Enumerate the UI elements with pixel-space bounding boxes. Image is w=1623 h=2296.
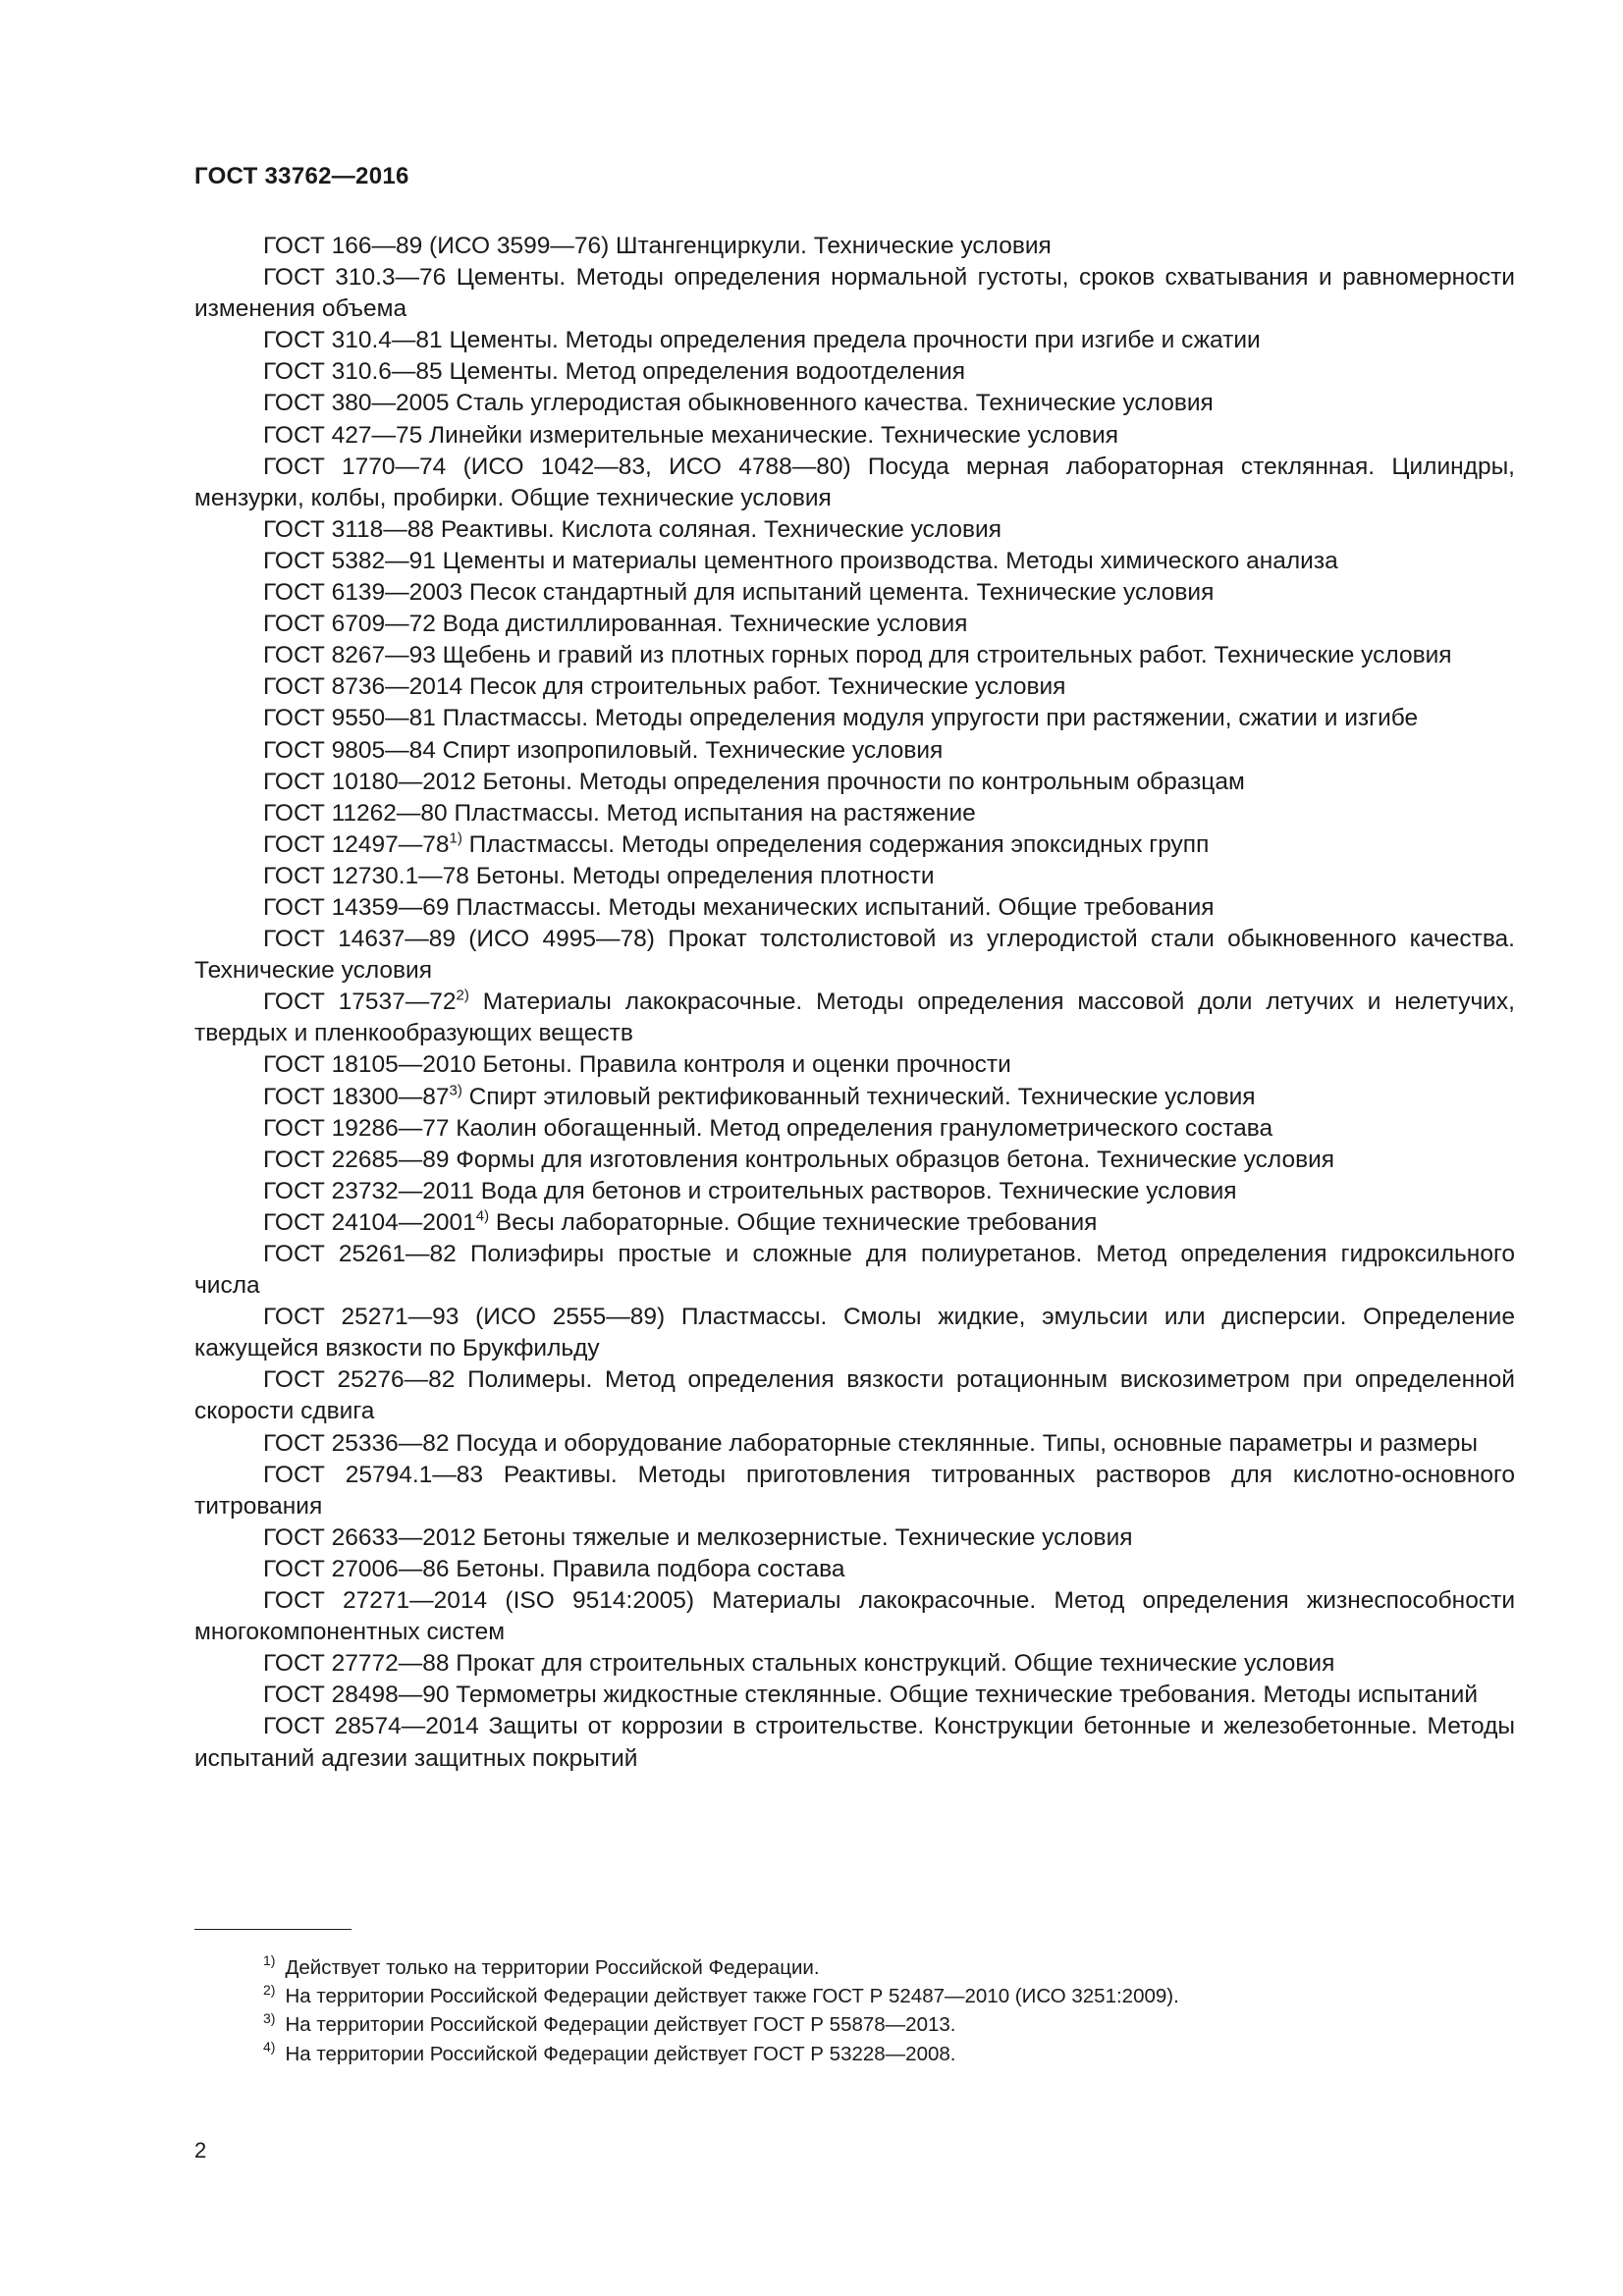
- reference-code: ГОСТ 12497—78: [263, 830, 450, 858]
- reference-item: ГОСТ 14359—69 Пластмассы. Методы механических испытаний. Общие требования: [263, 893, 1215, 921]
- reference-item: ГОСТ 310.6—85 Цементы. Метод определения водоотделения: [263, 358, 965, 386]
- footnote-marker: 4): [263, 2038, 276, 2055]
- reference-item: ГОСТ 25336—82 Посуда и оборудование лабораторные стеклянные. Типы, основные параметры и размеры: [263, 1429, 1478, 1457]
- reference-item: ГОСТ 27772—88 Прокат для строительных стальных конструкций. Общие технические условия: [263, 1650, 1335, 1678]
- footnote-marker: 1): [263, 1952, 276, 1969]
- footnote-text: На территории Российской Федерации действует ГОСТ Р 55878—2013.: [285, 2013, 956, 2037]
- reference-item: [194, 987, 1515, 1049]
- footnote-text: Действует только на территории Российской Федерации.: [285, 1956, 820, 1979]
- reference-item: [194, 1082, 1515, 1113]
- document-header-title: ГОСТ 33762—2016: [194, 163, 409, 189]
- reference-item: ГОСТ 25276—82 Полимеры. Метод определения вязкости ротационным вискозиметром при определенной скорости сдвига: [194, 1366, 1515, 1425]
- footnote-item: [194, 1953, 1515, 1982]
- reference-item: ГОСТ 8736—2014 Песок для строительных работ. Технические условия: [263, 673, 1066, 701]
- reference-item: ГОСТ 28574—2014 Защиты от коррозии в строительстве. Конструкции бетонные и железобетонные. Методы испытаний адгезии защитных покрытий: [194, 1713, 1515, 1772]
- footnotes-list: [194, 1953, 1515, 2068]
- reference-item: ГОСТ 14637—89 (ИСО 4995—78) Прокат толстолистовой из углеродистой стали обыкновенного качества. Технические условия: [194, 926, 1515, 985]
- reference-code: ГОСТ 18300—87: [263, 1083, 450, 1110]
- reference-title: Спирт этиловый ректификованный технический. Технические условия: [461, 1083, 1256, 1110]
- reference-code: ГОСТ 17537—72: [263, 988, 457, 1016]
- footnote-marker: 1): [449, 829, 462, 847]
- reference-item: ГОСТ 5382—91 Цементы и материалы цементного производства. Методы химического анализа: [263, 547, 1338, 574]
- footnote-item: [194, 2010, 1515, 2039]
- reference-code: ГОСТ 24104—2001: [263, 1208, 476, 1236]
- reference-item: ГОСТ 25271—93 (ИСО 2555—89) Пластмассы. Смолы жидкие, эмульсии или дисперсии. Определение кажущейся вязкости по Брукфильду: [194, 1304, 1515, 1362]
- reference-title: Весы лабораторные. Общие технические требования: [489, 1208, 1098, 1236]
- reference-item: ГОСТ 310.4—81 Цементы. Методы определения предела прочности при изгибе и сжатии: [263, 327, 1261, 354]
- reference-item: ГОСТ 9805—84 Спирт изопропиловый. Технические условия: [263, 736, 944, 764]
- footnote-marker: 3): [263, 2009, 276, 2026]
- reference-item: ГОСТ 27271—2014 (ISO 9514:2005) Материалы лакокрасочные. Метод определения жизнеспособности многокомпонентных систем: [194, 1587, 1515, 1646]
- reference-item: ГОСТ 18105—2010 Бетоны. Правила контроля и оценки прочности: [263, 1051, 1011, 1079]
- reference-item: ГОСТ 3118—88 Реактивы. Кислота соляная. Технические условия: [263, 515, 1001, 543]
- reference-item: ГОСТ 427—75 Линейки измерительные механические. Технические условия: [263, 421, 1118, 449]
- reference-item: ГОСТ 380—2005 Сталь углеродистая обыкновенного качества. Технические условия: [263, 390, 1214, 417]
- reference-title: Пластмассы. Методы определения содержания эпоксидных групп: [461, 830, 1210, 858]
- footnote-text: На территории Российской Федерации действует ГОСТ Р 53228—2008.: [285, 2042, 956, 2065]
- footnote-item: [194, 2040, 1515, 2068]
- reference-item: ГОСТ 166—89 (ИСО 3599—76) Штангенциркули. Технические условия: [263, 233, 1052, 259]
- reference-item: ГОСТ 6709—72 Вода дистиллированная. Технические условия: [263, 611, 968, 638]
- reference-item: ГОСТ 310.3—76 Цементы. Методы определения нормальной густоты, сроков схватывания и равномерности изменения объема: [194, 264, 1515, 323]
- reference-item: ГОСТ 27006—86 Бетоны. Правила подбора состава: [263, 1555, 845, 1582]
- page-number: 2: [194, 2138, 207, 2163]
- reference-item: [194, 829, 1515, 861]
- reference-item: ГОСТ 28498—90 Термометры жидкостные стеклянные. Общие технические требования. Методы испытаний: [263, 1682, 1479, 1709]
- reference-item: ГОСТ 9550—81 Пластмассы. Методы определения модуля упругости при растяжении, сжатии и изгибе: [263, 705, 1419, 732]
- footnote-separator: [194, 1929, 352, 1930]
- footnote-marker: 3): [449, 1082, 462, 1099]
- reference-item: ГОСТ 6139—2003 Песок стандартный для испытаний цемента. Технические условия: [263, 579, 1215, 607]
- reference-item: ГОСТ 11262—80 Пластмассы. Метод испытания на растяжение: [263, 799, 976, 827]
- reference-item: ГОСТ 25261—82 Полиэфиры простые и сложные для полиуретанов. Метод определения гидроксильного числа: [194, 1241, 1515, 1300]
- reference-item: ГОСТ 1770—74 (ИСО 1042—83, ИСО 4788—80) Посуда мерная лабораторная стеклянная. Цилиндры, мензурки, колбы, пробирки. Общие технические условия: [194, 453, 1515, 511]
- reference-item: ГОСТ 26633—2012 Бетоны тяжелые и мелкозернистые. Технические условия: [263, 1523, 1133, 1551]
- reference-item: [194, 1207, 1515, 1239]
- footnote-text: На территории Российской Федерации действует также ГОСТ Р 52487—2010 (ИСО 3251:2009).: [285, 1985, 1179, 2008]
- reference-item: ГОСТ 23732—2011 Вода для бетонов и строительных растворов. Технические условия: [263, 1177, 1237, 1204]
- reference-item: ГОСТ 22685—89 Формы для изготовления контрольных образцов бетона. Технические условия: [263, 1146, 1335, 1173]
- footnote-item: [194, 1982, 1515, 2010]
- reference-item: ГОСТ 8267—93 Щебень и гравий из плотных горных пород для строительных работ. Технические условия: [263, 642, 1452, 669]
- footnote-marker: 2): [456, 987, 469, 1004]
- footnote-marker: 4): [475, 1207, 490, 1225]
- reference-item: ГОСТ 25794.1—83 Реактивы. Методы приготовления титрованных растворов для кислотно-основного титрования: [194, 1461, 1515, 1520]
- reference-item: ГОСТ 19286—77 Каолин обогащенный. Метод определения гранулометрического состава: [263, 1114, 1273, 1142]
- reference-item: ГОСТ 10180—2012 Бетоны. Методы определения прочности по контрольным образцам: [263, 768, 1245, 795]
- normative-references-list: [194, 231, 1515, 1775]
- reference-title: Материалы лакокрасочные. Методы определения массовой доли летучих и нелетучих, твердых и пленкообразующих веществ: [194, 988, 1515, 1047]
- footnote-marker: 2): [263, 1981, 276, 1998]
- reference-item: ГОСТ 12730.1—78 Бетоны. Методы определения плотности: [263, 862, 935, 889]
